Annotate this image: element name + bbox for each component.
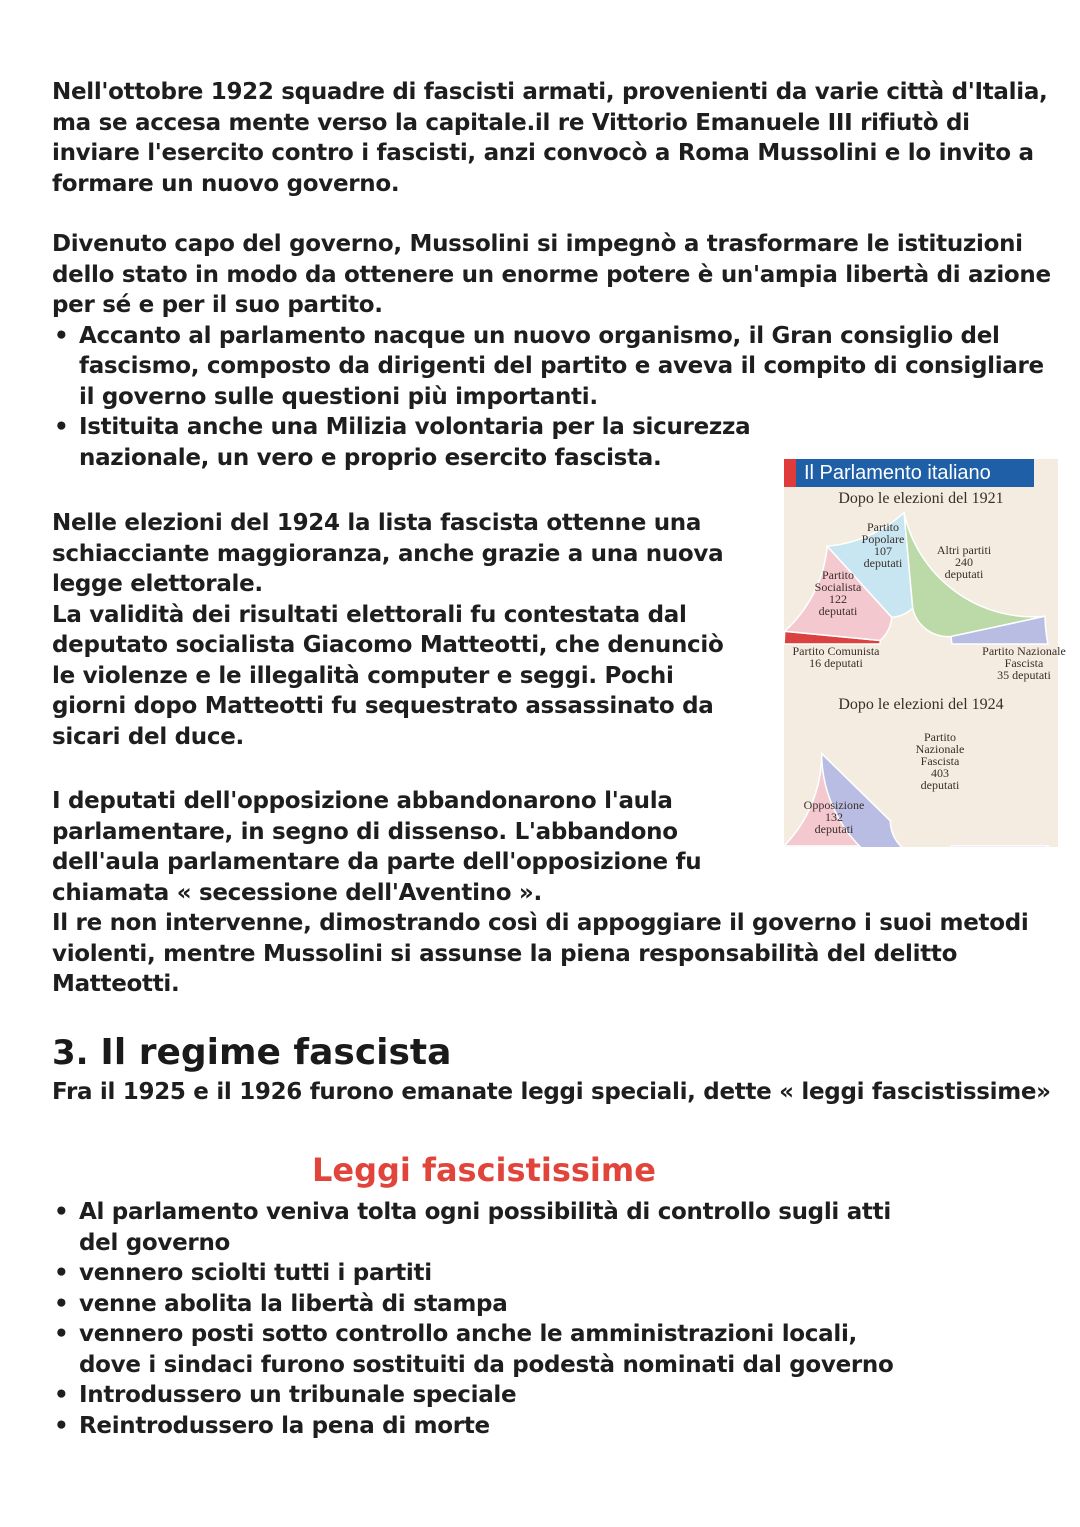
list-item: • vennero sciolti tutti i partiti	[52, 1258, 912, 1289]
paragraph-marcia-su-roma: Nell'ottobre 1922 squadre di fascisti armati, provenienti da varie città d'Italia, ma se accesa mente verso la capitale.il re Vittorio Emanuele III rifiutò di inviare l'esercito contro i fascisti, anzi convocò a Roma Mussolini e lo invito a formare un nuovo governo.	[52, 79, 1048, 197]
slice-label-1-0: Opposizione 132 deputati	[803, 798, 865, 836]
slice-label-0-3: Altri partiti 240 deputati	[936, 543, 992, 581]
figure-header: Il Parlamento italiano	[784, 459, 1034, 487]
leggi-bullet-list	[52, 1197, 912, 1441]
list-item: • Introdussero un tribunale speciale	[52, 1380, 912, 1411]
list-item: • vennero posti sotto controllo anche le amministrazioni locali, dove i sindaci furono sostituiti da podestà nominati dal governo	[52, 1319, 912, 1380]
paragraph-governo-mussolini: Divenuto capo del governo, Mussolini si impegnò a trasformare le istituzioni dello stato in modo da ottenere un enorme potere è un'ampia libertà di azione per sé e per il suo partito. • Accanto al parlamento nacque un nuovo organismo, il Gran consiglio del fascismo, composto da dirigenti del partito e aveva il compito di consigliare il governo sulle questioni più importanti. • Istituita anche una Milizia volontaria per la sicurezza nazionale, un vero e proprio esercito fascista.	[52, 229, 1062, 473]
paragraph-aventino: I deputati dell'opposizione abbandonarono l'aula parlamentare, in segno di dissenso. L'abbandono dell'aula parlamentare da parte dell'opposizione fu chiamata « secessione dell'Aventino ». Il re non intervenne, dimostrando così di appoggiare il governo i suoi metodi violenti, mentre Mussolini si assunse la piena responsabilità del delitto Matteotti.	[52, 788, 1029, 997]
parliament-figure	[784, 459, 1066, 847]
section-heading: 3. Il regime fascista	[52, 1032, 452, 1073]
section-intro: Fra il 1925 e il 1926 furono emanate leggi speciali, dette « leggi fascistissime»	[52, 1079, 1051, 1105]
chart-title-1924: Dopo le elezioni del 1924	[838, 696, 1004, 713]
list-item: • Al parlamento veniva tolta ogni possibilità di controllo sugli atti del governo	[52, 1197, 912, 1258]
list-item: • Accanto al parlamento nacque un nuovo organismo, il Gran consiglio del fascismo, composto da dirigenti del partito e aveva il compito di consigliare il governo sulle questioni più importanti.	[52, 321, 1062, 413]
list-item: • venne abolita la libertà di stampa	[52, 1289, 912, 1320]
slice-label-0-1: Partito Socialista 122 deputati	[814, 568, 862, 618]
slice-label-0-2: Partito Popolare 107 deputati	[861, 520, 905, 570]
leggi-fascistissime-title: Leggi fascistissime	[312, 1151, 656, 1189]
slice-label-0-0: Partito Comunista 16 deputati	[792, 644, 880, 670]
chart-title-1921: Dopo le elezioni del 1921	[838, 490, 1004, 507]
slice-label-1-1: Partito Nazionale Fascista 403 deputati	[915, 730, 965, 792]
list-item: • Reintrodussero la pena di morte	[52, 1411, 912, 1442]
paragraph-elezioni-1924: Nelle elezioni del 1924 la lista fascista ottenne una schiacciante maggioranza, anche grazie a una nuova legge elettorale. La validità dei risultati elettorali fu contestata dal deputato socialista Giacomo Matteotti, che denunciò le violenze e le illegalità computer e seggi. Pochi giorni dopo Matteotti fu sequestrato assassinato da sicari del duce.	[52, 510, 724, 750]
bullet-list-istituzioni	[52, 321, 1062, 474]
slice-label-0-4: Partito Nazionale Fascista 35 deputati	[982, 644, 1066, 682]
leggi-list-block	[52, 1197, 912, 1441]
list-item: • Istituita anche una Milizia volontaria per la sicurezza nazionale, un vero e proprio esercito fascista.	[52, 412, 1062, 473]
